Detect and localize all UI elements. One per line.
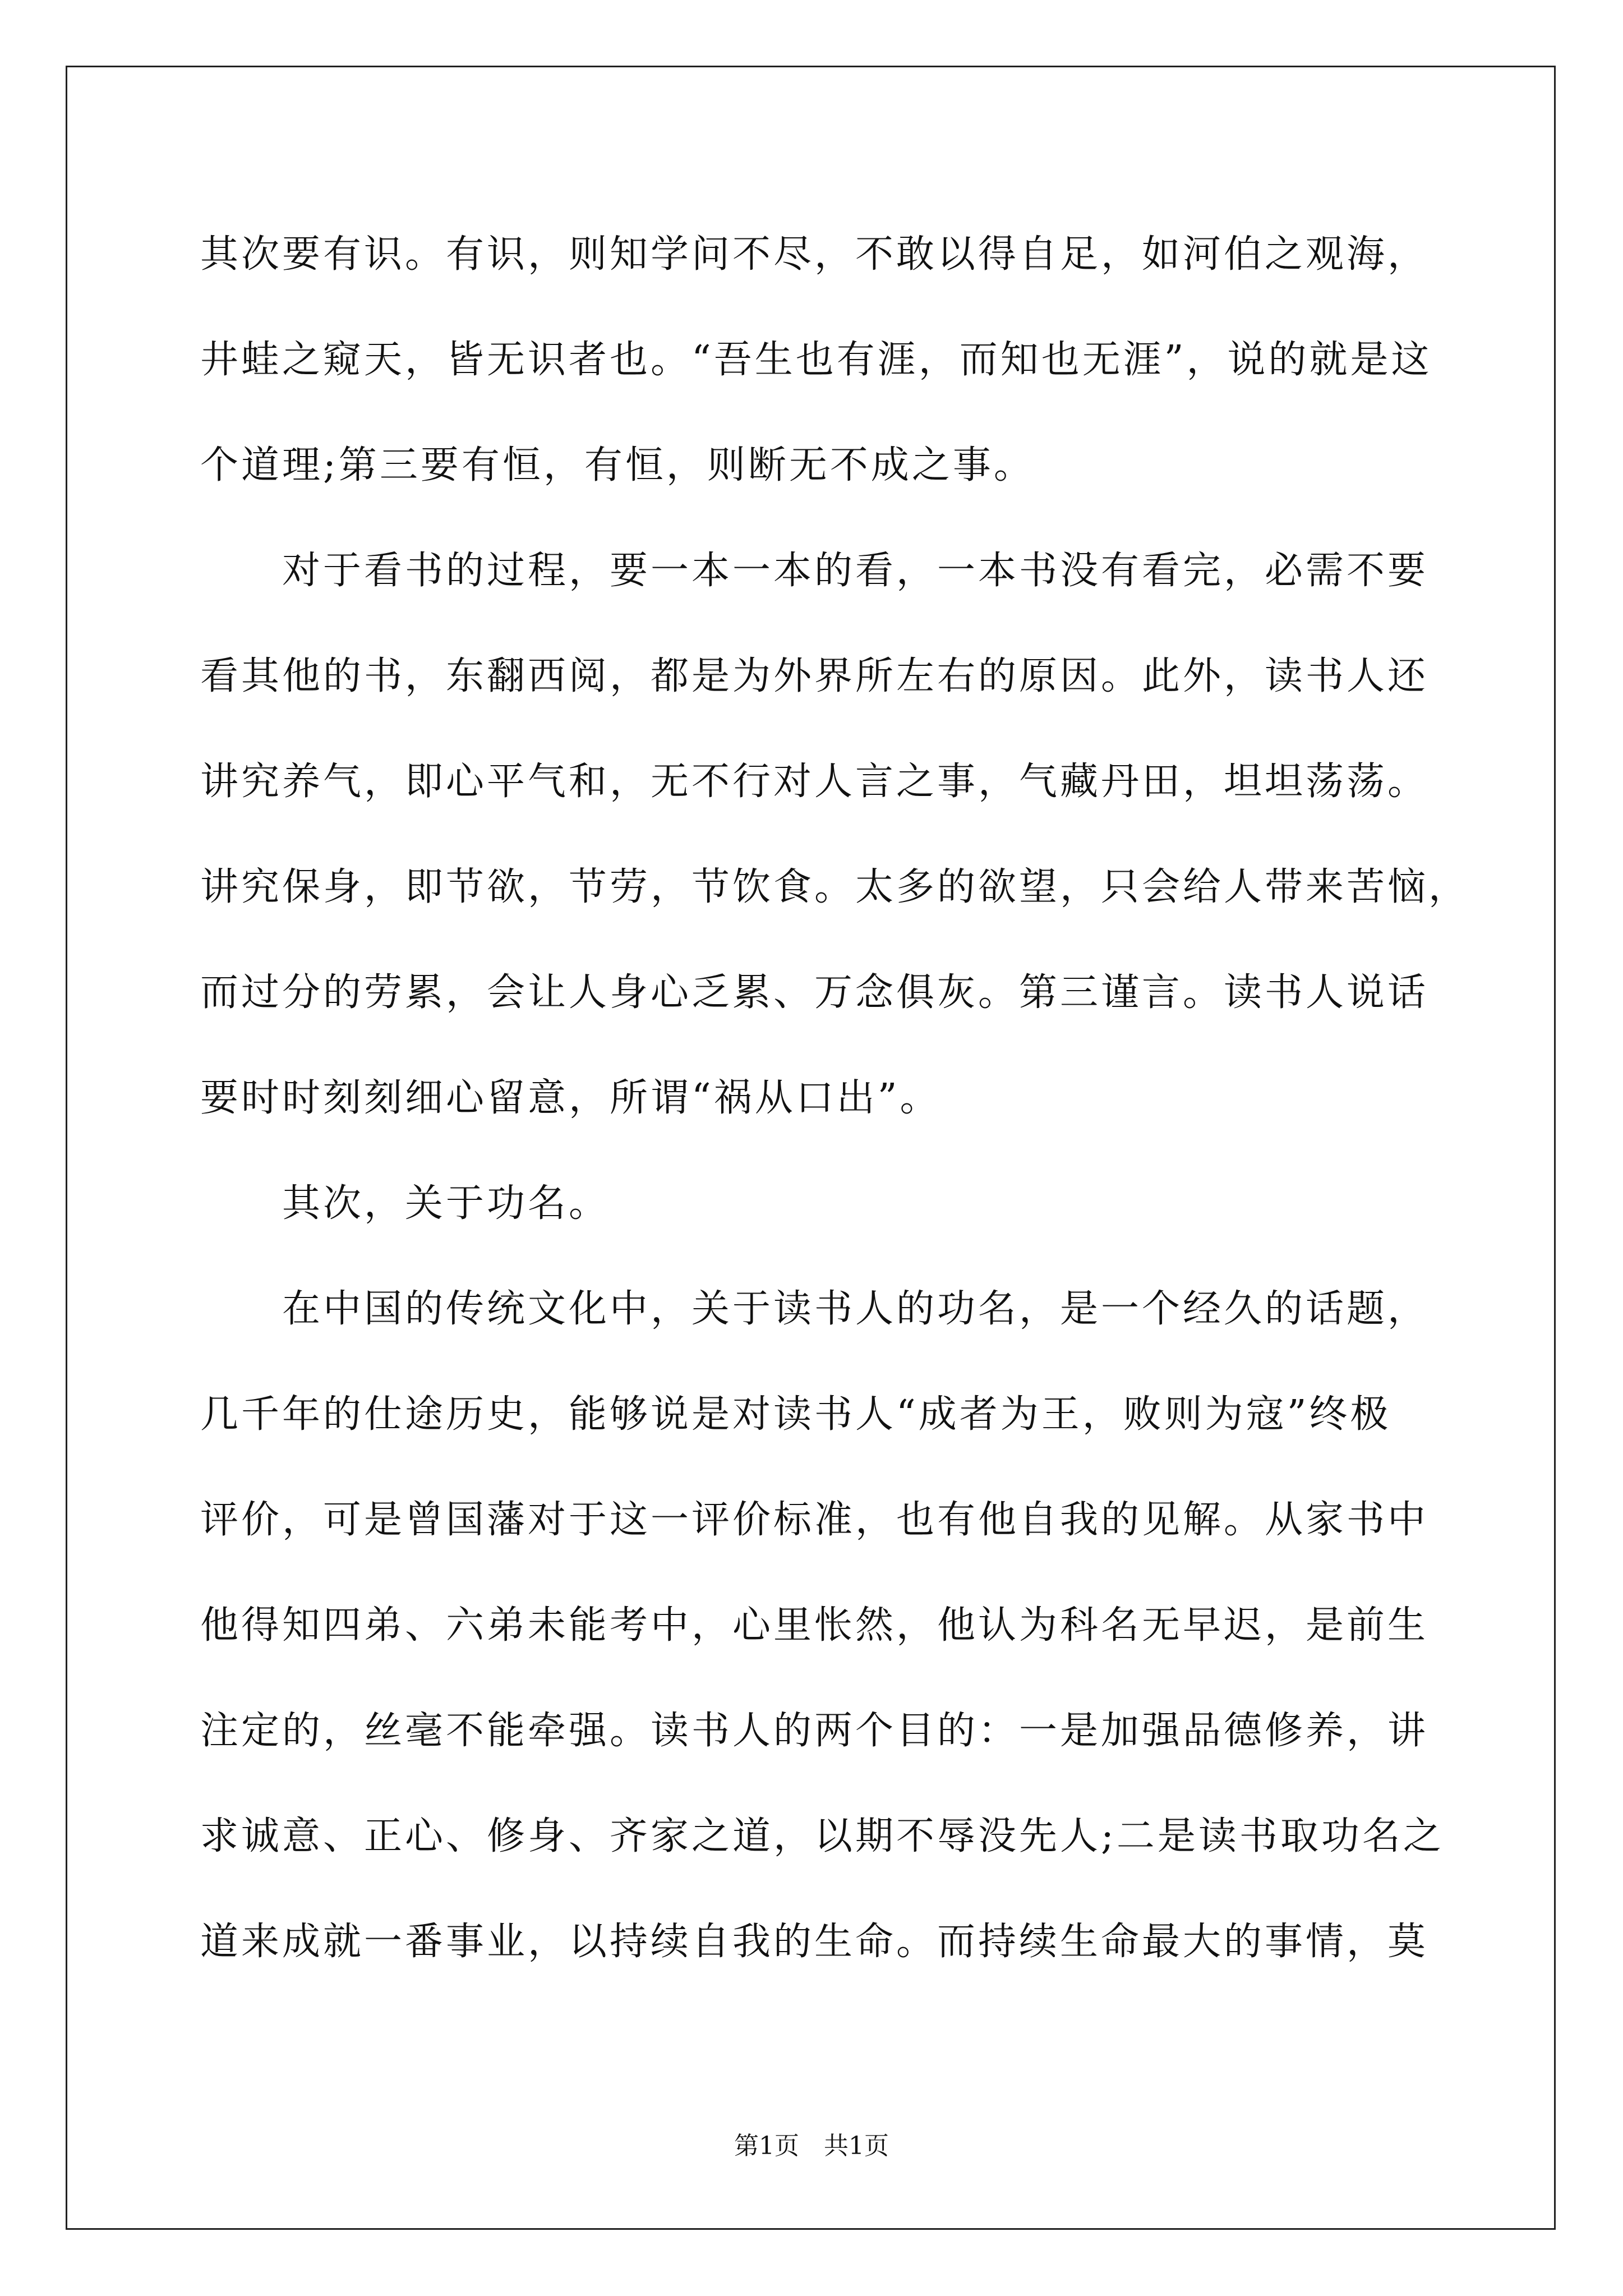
text-line: 看其他的书，东翻西阅，都是为外界所左右的原因。此外，读书人还 [200, 654, 1429, 698]
page-footer: 第1页 共1页 [734, 2132, 889, 2160]
text-line: 几千年的仕途历史，能够说是对读书人“成者为王，败则为寇”终极 [200, 1392, 1391, 1437]
text-line: 注定的，丝毫不能牵强。读书人的两个目的：一是加强品德修养，讲 [200, 1709, 1429, 1753]
text-line: 求诚意、正心、修身、齐家之道，以期不辱没先人;二是读书取功名之 [200, 1814, 1444, 1858]
text-line: 井蛙之窥天，皆无识者也。“吾生也有涯，而知也无涯”，说的就是这 [200, 338, 1432, 382]
text-line: 讲究养气，即心平气和，无不行对人言之事，气藏丹田，坦坦荡荡。 [200, 760, 1429, 804]
text-line: 其次，关于功名。 [282, 1181, 610, 1226]
text-line: 道来成就一番事业，以持续自我的生命。而持续生命最大的事情，莫 [200, 1920, 1429, 1964]
document-body [200, 202, 1470, 1995]
text-line: 对于看书的过程，要一本一本的看，一本书没有看完，必需不要 [282, 549, 1429, 593]
text-line: 要时时刻刻细心留意，所谓“祸从口出”。 [200, 1076, 941, 1120]
text-line: 讲究保身，即节欲，节劳，节饮食。太多的欲望，只会给人带来苦恼， [200, 865, 1470, 909]
text-line: 其次要有识。有识，则知学问不尽，不敢以得自足，如河伯之观海， [200, 232, 1429, 277]
text-line: 在中国的传统文化中，关于读书人的功名，是一个经久的话题， [282, 1287, 1429, 1331]
text-line: 个道理;第三要有恒，有恒，则断无不成之事。 [200, 443, 1035, 487]
text-line: 他得知四弟、六弟未能考中，心里怅然，他认为科名无早迟，是前生 [200, 1603, 1429, 1648]
text-line: 而过分的劳累，会让人身心乏累、万念俱灰。第三谨言。读书人说话 [200, 970, 1429, 1015]
text-line: 评价，可是曾国藩对于这一评价标准，也有他自我的见解。从家书中 [200, 1498, 1429, 1542]
